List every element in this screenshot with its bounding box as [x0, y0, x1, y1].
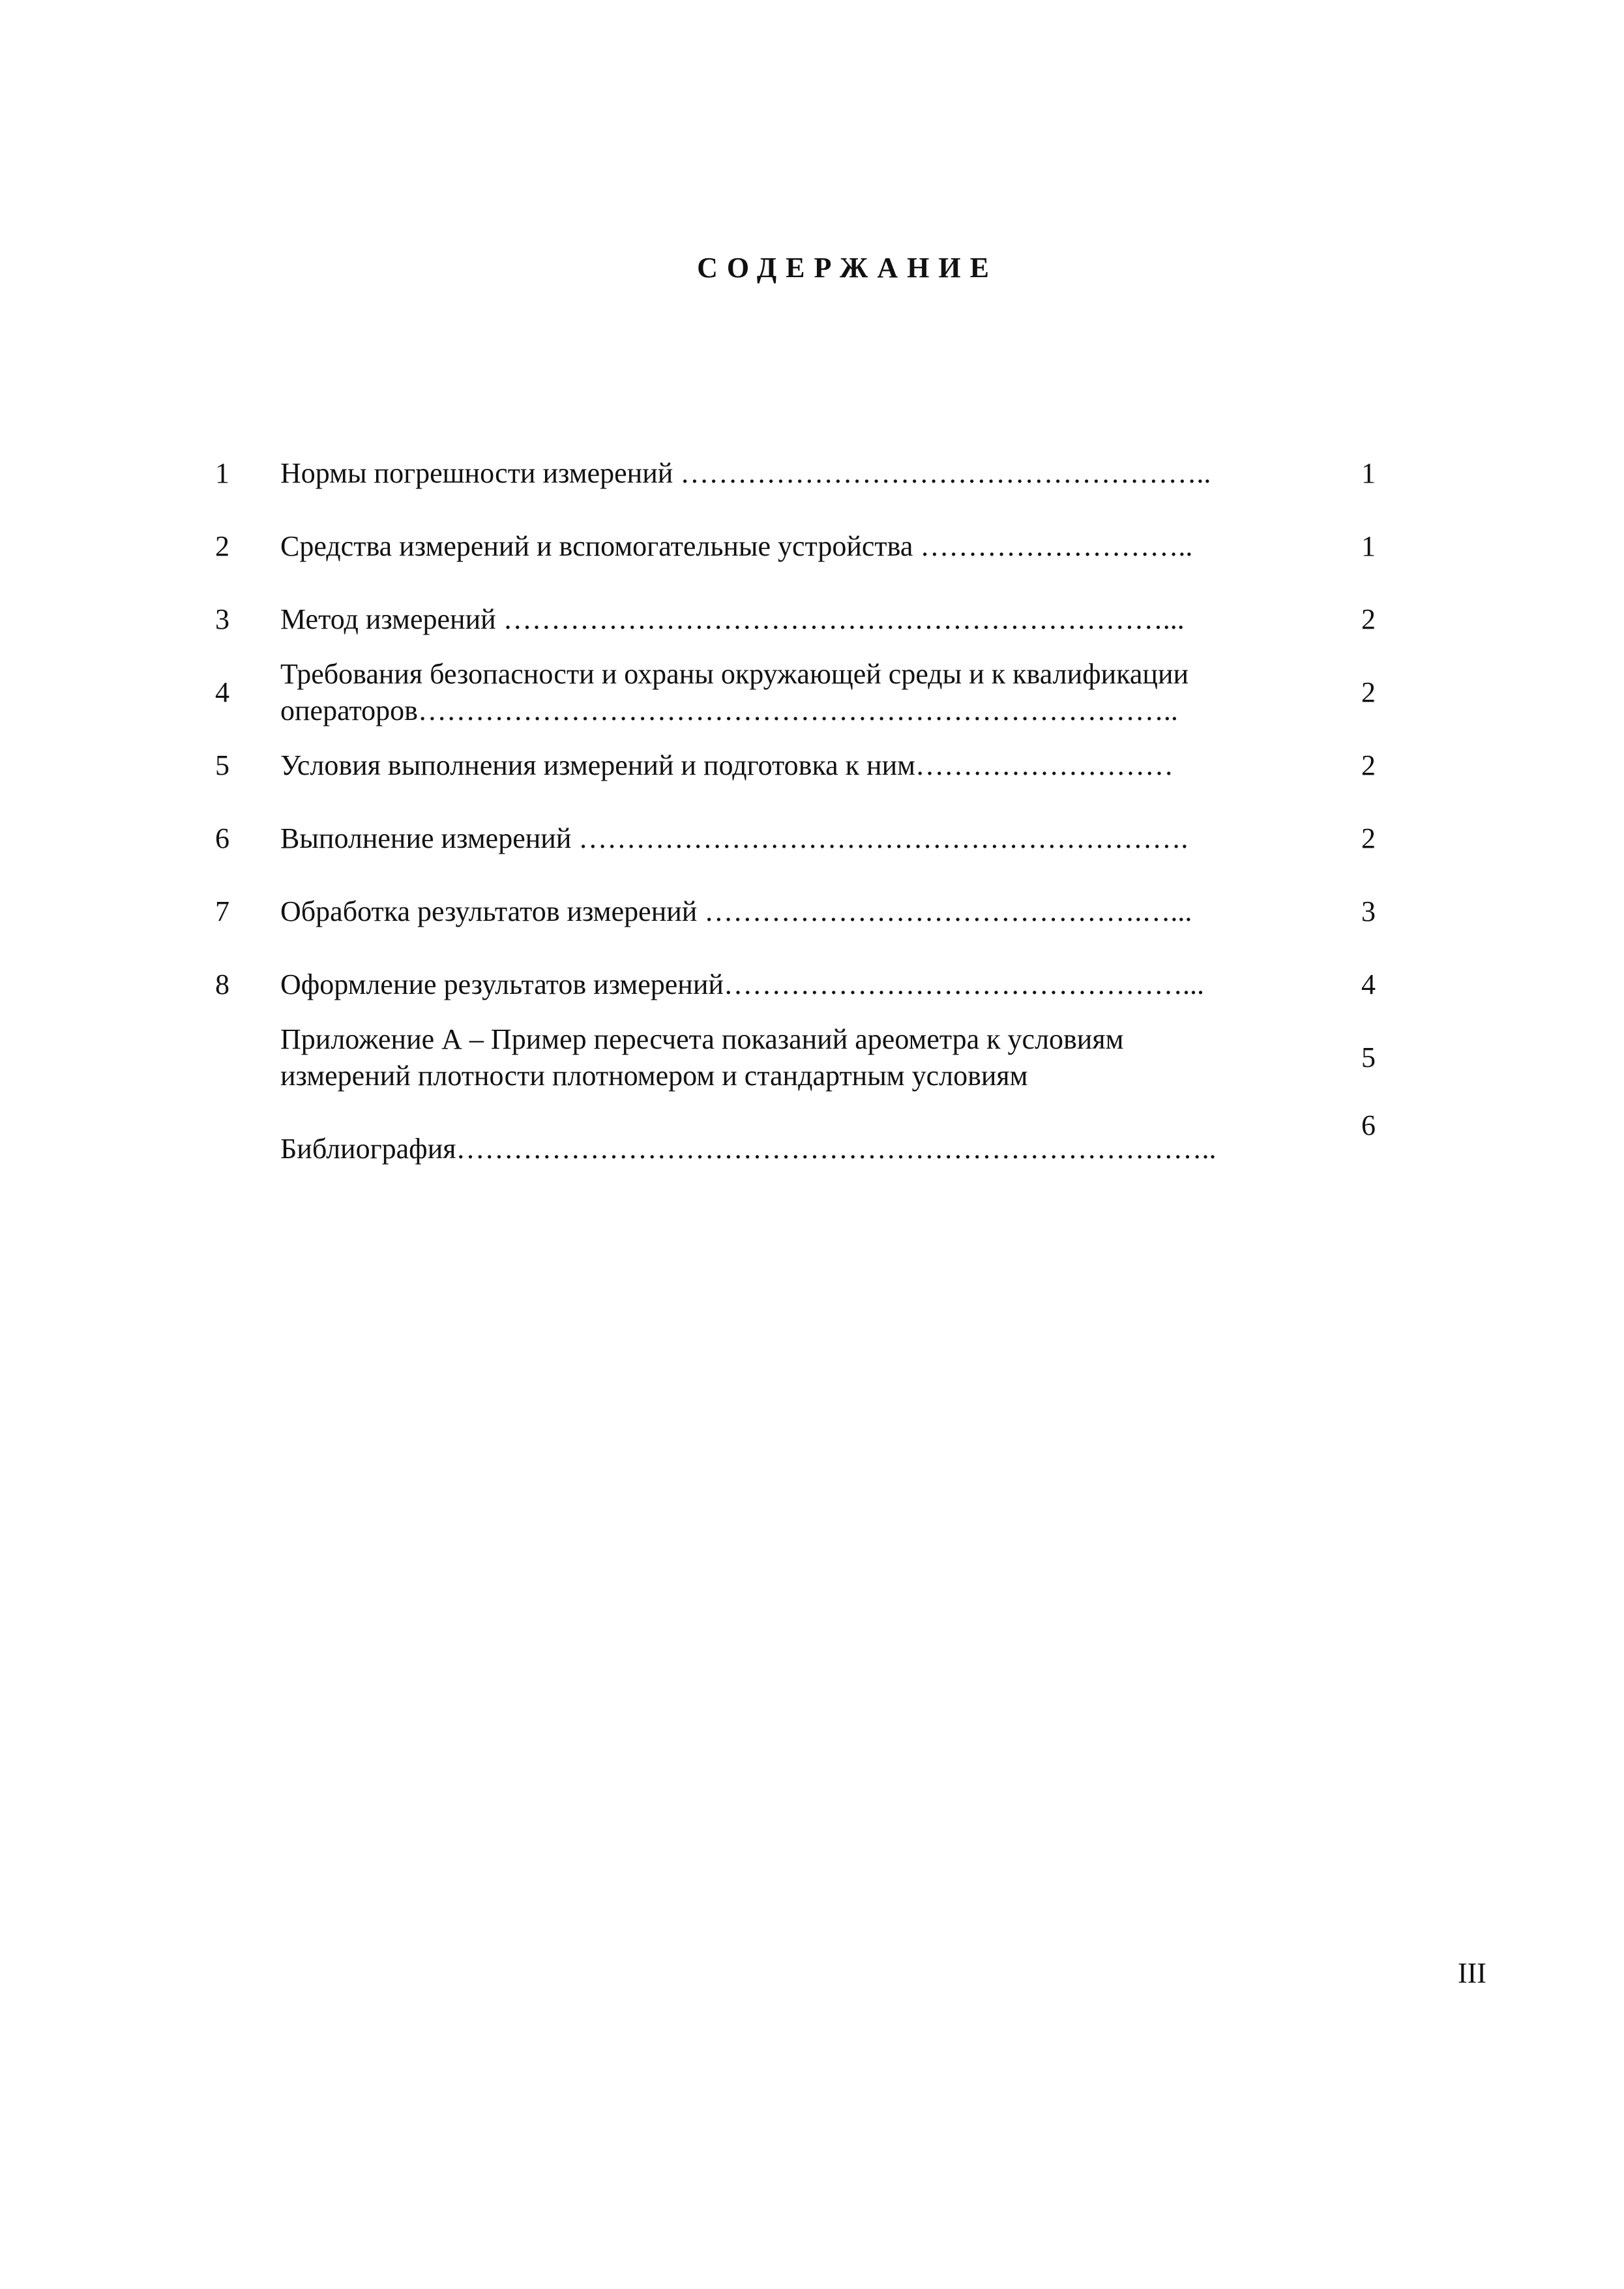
toc-entry-page: 6: [1361, 1109, 1376, 1141]
toc-entry-page: 1: [1361, 530, 1376, 562]
toc-entry-page: 1: [1361, 457, 1376, 489]
toc-entry-number: 7: [215, 895, 229, 927]
toc-entry-page: 5: [1361, 1041, 1376, 1073]
toc-entry-bibliography[interactable]: [202, 1094, 1376, 1167]
toc-entry-title: Оформление результатов измерений…………………………………………...: [280, 968, 1204, 1000]
toc-entry-number: 1: [215, 457, 229, 489]
toc-entry-title: Условия выполнения измерений и подготовка к ним………………………: [280, 749, 1174, 781]
toc-entry-number: 5: [215, 749, 229, 781]
toc-entry[interactable]: [202, 437, 1376, 510]
toc-entry[interactable]: [202, 656, 1376, 729]
toc-entry-page: 2: [1361, 603, 1376, 635]
toc-entry-title: Обработка результатов измерений ……………………………………….…...: [280, 895, 1192, 927]
toc-entry[interactable]: [202, 802, 1376, 875]
toc-entry-number: 3: [215, 603, 229, 635]
toc-entry[interactable]: [202, 729, 1376, 802]
toc-entry-title: Метод измерений ……………………………………………………………...: [280, 603, 1185, 635]
toc-entry-title: Выполнение измерений ……………………………………………………….: [280, 822, 1188, 854]
toc-entry[interactable]: [202, 875, 1376, 948]
toc-entry-appendix[interactable]: [202, 1021, 1376, 1094]
toc-entry-title: Средства измерений и вспомогательные устройства ………………………..: [280, 530, 1193, 562]
toc-entry-page: 2: [1361, 822, 1376, 854]
page-number: III: [1458, 1957, 1486, 1989]
toc-entry[interactable]: [202, 948, 1376, 1021]
toc-entry-title: Требования безопасности и охраны окружающей среды и к квалификации операторов……………………………………………………………………..: [280, 658, 1189, 726]
toc-entry-number: 8: [215, 968, 229, 1000]
toc-entry-title: Приложение А – Пример пересчета показаний ареометра к условиям измерений плотности плотномером и стандартным условиям: [280, 1023, 1124, 1092]
toc-entry-page: 2: [1361, 749, 1376, 781]
toc-entry[interactable]: [202, 583, 1376, 656]
toc-entry[interactable]: [202, 510, 1376, 583]
toc-title: СОДЕРЖАНИЕ: [697, 252, 998, 284]
toc-entry-number: 2: [215, 530, 229, 562]
toc-entry-page: 2: [1361, 676, 1376, 708]
toc-entry-page: 3: [1361, 895, 1376, 927]
toc-entry-title: Нормы погрешности измерений ………………………………………………..: [280, 457, 1211, 489]
table-of-contents: [202, 437, 1376, 1167]
toc-entry-title: Библиография……………………………………………………………………..: [280, 1133, 1217, 1165]
toc-entry-page: 4: [1361, 968, 1376, 1000]
toc-entry-number: 6: [215, 822, 229, 854]
toc-entry-number: 4: [215, 676, 229, 708]
